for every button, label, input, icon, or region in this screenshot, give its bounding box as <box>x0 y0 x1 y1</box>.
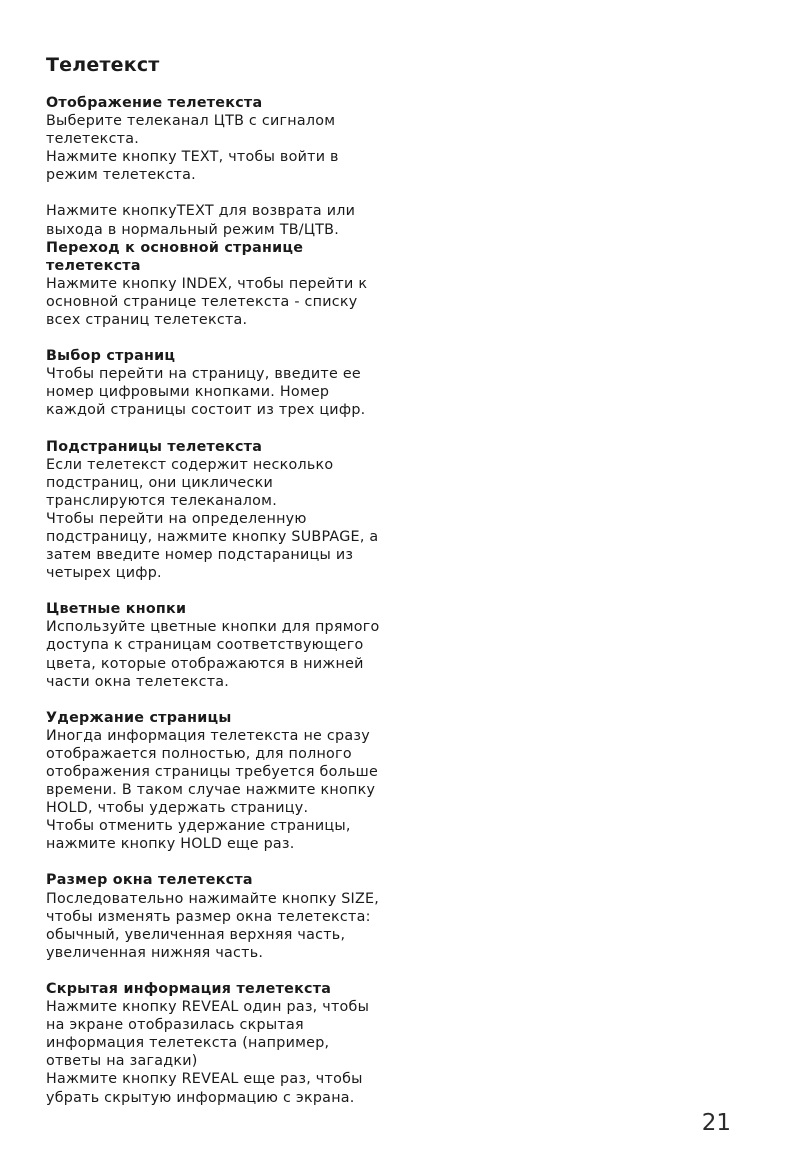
section-teletext-display <box>46 94 386 239</box>
paragraph: Нажмите кнопку TEXT, чтобы войти в режим телетекста. <box>46 149 339 184</box>
section-main-page <box>46 239 386 329</box>
paragraph: Нажмите кнопкуTEXT для возврата или выхода в нормальный режим ТВ/ЦТВ. <box>46 203 356 238</box>
section-heading: Скрытая информация телетекста <box>46 980 332 997</box>
section-heading: Отображение телетекста <box>46 95 263 111</box>
manual-content <box>46 94 386 1107</box>
paragraph: Нажмите кнопку REVEAL еще раз, чтобы убрать скрытую информацию с экрана. <box>46 1071 363 1106</box>
section-heading: Удержание страницы <box>46 709 232 726</box>
paragraph: Чтобы отменить удержание страницы, нажмите кнопку HOLD еще раз. <box>46 818 351 853</box>
section-page-select <box>46 347 386 419</box>
section-heading: Цветные кнопки <box>46 601 187 618</box>
paragraph: Чтобы перейти на определенную подстраницу, нажмите кнопку SUBPAGE, а затем введите номер подстараницы из четырех цифр. <box>46 510 379 582</box>
page-number: 21 <box>701 1110 731 1136</box>
paragraph: Чтобы перейти на страницу, введите ее номер цифровыми кнопками. Номер каждой страницы состоит из трех цифр. <box>46 366 366 419</box>
section-heading: Подстраницы телетекста <box>46 438 263 455</box>
paragraph: Если телетекст содержит несколько подстраниц, они циклически транслируются телеканалом. <box>46 456 334 509</box>
section-heading: Выбор страниц <box>46 348 176 365</box>
paragraph: Нажмите кнопку REVEAL один раз, чтобы на экране отобразилась скрытая информация телетекста (например, ответы на загадки) <box>46 999 370 1070</box>
section-heading: Размер окна телетекста <box>46 872 253 889</box>
section-heading: Переход к основной странице телетекста <box>46 239 304 274</box>
section-subpages <box>46 438 386 583</box>
paragraph: Иногда информация телетекста не сразу отображается полностью, для полного отображения страницы требуется больше времени. В таком случае нажмите кнопку HOLD, чтобы удержать страницу. <box>46 727 379 817</box>
section-hidden-info <box>46 980 386 1107</box>
page-title: Телетекст <box>46 54 160 76</box>
section-color-buttons <box>46 600 386 690</box>
paragraph: Используйте цветные кнопки для прямого доступа к страницам соответствующего цвета, которые отображаются в нижней части окна телетекста. <box>46 619 380 690</box>
paragraph: Выберите телеканал ЦТВ с сигналом телетекста. <box>46 113 336 148</box>
section-page-hold <box>46 709 386 854</box>
section-window-size <box>46 871 386 961</box>
paragraph: Последовательно нажимайте кнопку SIZE, чтобы изменять размер окна телетекста: обычный, увеличенная верхняя часть, увеличенная нижняя часть. <box>46 890 380 961</box>
paragraph: Нажмите кнопку INDEX, чтобы перейти к основной странице телетекста - списку всех страниц телетекста. <box>46 275 368 329</box>
